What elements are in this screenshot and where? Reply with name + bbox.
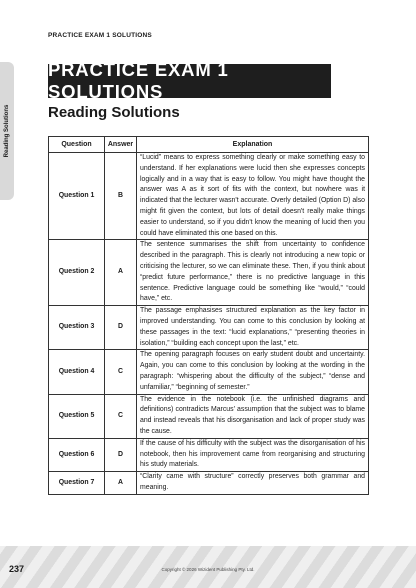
table-row xyxy=(49,350,369,394)
table-row xyxy=(49,438,369,471)
table-row xyxy=(49,394,369,438)
side-tab-label: Reading Solutions xyxy=(4,104,10,158)
explanation-cell: The opening paragraph focuses on early student doubt and uncertainty. Again, you can come to this conclusion by looking at the wording in the paragraph: “whispering about the difficulty of the subject,” “dense and unfamiliar,” “beginning of semester.” xyxy=(137,350,369,394)
question-cell: Question 4 xyxy=(49,350,105,394)
copyright-notice: Copyright © 2026 Wizident Publishing Pty. Ltd. xyxy=(161,567,255,572)
question-cell: Question 5 xyxy=(49,394,105,438)
explanation-cell: “Lucid” means to express something clearly or make something easy to understand. If her explanations were lucid then she expresses concepts logically and in a way that is easy to follow. You might have thought the answer was A as it sort of fits with the context, but nowhere was it indicated that the lecturer wasn't accurate. Overly detailed (Option D) also might fit given the context, but lots of detail doesn't really make things easier to understand, so if you didn't know the meaning of lucid then you could have eliminated this one based on this. xyxy=(137,153,369,240)
column-header-explanation: Explanation xyxy=(137,137,369,153)
answer-cell: C xyxy=(105,394,137,438)
question-cell: Question 1 xyxy=(49,153,105,240)
explanation-cell: The sentence summarises the shift from uncertainty to confidence described in the paragraph. This is clearly not introducing a new topic or criticising the lecturer, so we can eliminate these. Then, if you think about “predict future performance,” there is no predictive language in this sentence. Predictive language could be something like “would,” “could have,” etc. xyxy=(137,240,369,306)
explanation-cell: The evidence in the notebook (i.e. the unfinished diagrams and definitions) contradicts Marcus' assumption that the subject was to blame and instead reveals that his disorganisation and lack of proper study was the cause. xyxy=(137,394,369,438)
side-tab xyxy=(0,62,14,200)
answer-cell: D xyxy=(105,438,137,471)
answer-cell: A xyxy=(105,472,137,495)
section-title: Reading Solutions xyxy=(48,104,180,121)
running-head: PRACTICE EXAM 1 SOLUTIONS xyxy=(48,32,152,39)
page-number: 237 xyxy=(9,564,25,574)
answer-cell: A xyxy=(105,240,137,306)
column-header-question: Question xyxy=(49,137,105,153)
explanation-cell: If the cause of his difficulty with the subject was the disorganisation of his notebook, then his improvement came from reorganising and structuring his study materials. xyxy=(137,438,369,471)
table-header-row xyxy=(49,137,369,153)
explanation-cell: “Clarity came with structure” correctly preserves both grammar and meaning. xyxy=(137,472,369,495)
table-row xyxy=(49,306,369,350)
table-row xyxy=(49,240,369,306)
question-cell: Question 3 xyxy=(49,306,105,350)
table-row xyxy=(49,153,369,240)
page-title: PRACTICE EXAM 1 SOLUTIONS xyxy=(48,64,331,98)
solutions-table xyxy=(48,136,369,495)
explanation-cell: The passage emphasises structured explanation as the key factor in improved understanding. You can come to this conclusion by looking at these passages in the text: “lucid explanations,” “presenting theories in isolation,” “building each concept upon the last,” etc. xyxy=(137,306,369,350)
question-cell: Question 6 xyxy=(49,438,105,471)
column-header-answer: Answer xyxy=(105,137,137,153)
answer-cell: C xyxy=(105,350,137,394)
question-cell: Question 7 xyxy=(49,472,105,495)
answer-cell: D xyxy=(105,306,137,350)
question-cell: Question 2 xyxy=(49,240,105,306)
answer-cell: B xyxy=(105,153,137,240)
table-row xyxy=(49,472,369,495)
